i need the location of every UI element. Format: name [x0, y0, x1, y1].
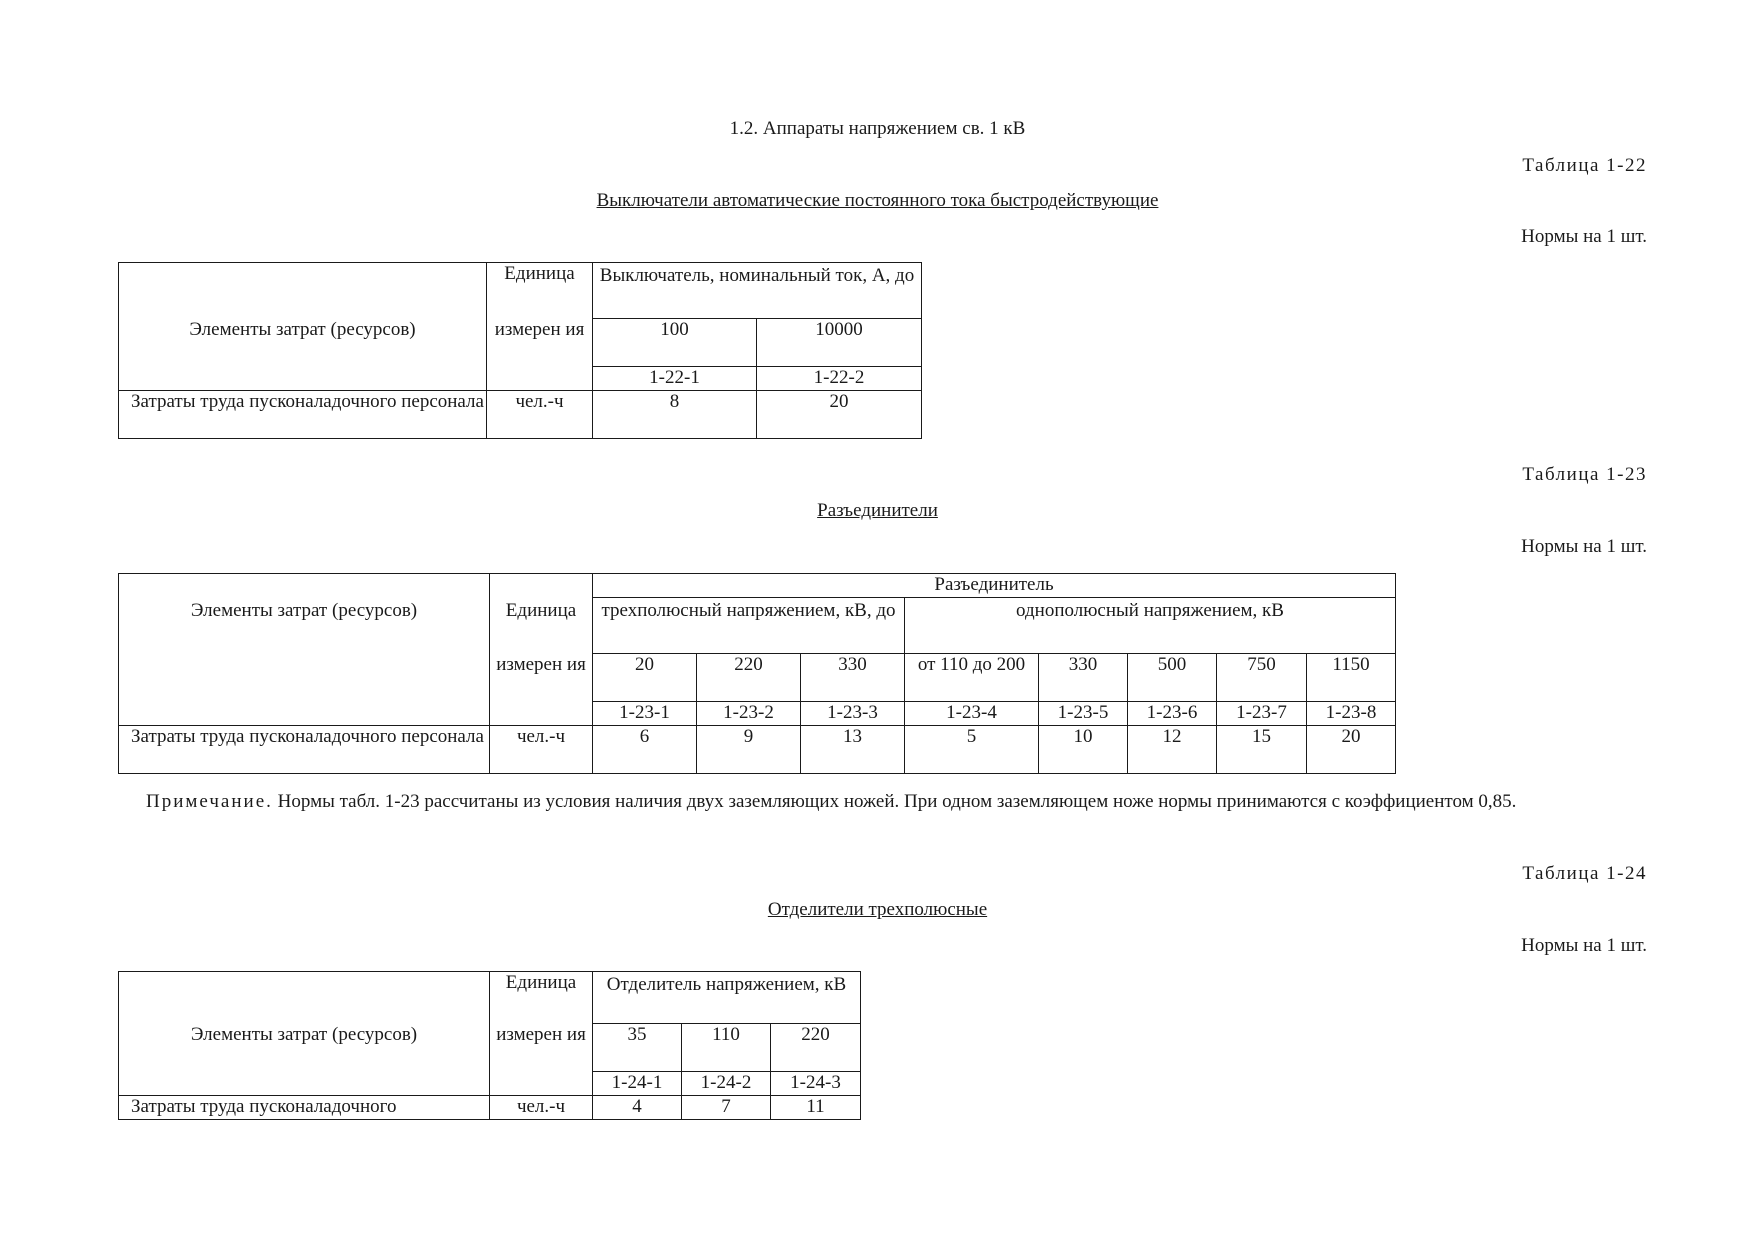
- column-code: 1-23-3: [801, 702, 905, 726]
- table-1-22-norm: Нормы на 1 шт.: [1521, 226, 1647, 247]
- column-header: 110: [682, 1024, 771, 1072]
- column-header: от 110 до 200: [905, 654, 1039, 702]
- resources-header-top: [119, 263, 487, 319]
- row-unit: чел.-ч: [487, 391, 593, 439]
- row-value: 20: [1307, 726, 1396, 774]
- table-1-23-label: Таблица 1-23: [1522, 464, 1647, 485]
- row-value: 12: [1128, 726, 1217, 774]
- row-value: 15: [1217, 726, 1307, 774]
- group-header: Выключатель, номинальный ток, А, до: [593, 263, 922, 319]
- column-header: 220: [697, 654, 801, 702]
- row-unit: чел.-ч: [490, 1096, 593, 1120]
- unit-header-bottom: измерен ия: [490, 654, 593, 702]
- resources-header: Элементы затрат (ресурсов): [119, 574, 490, 654]
- resources-header-bottom: [119, 702, 490, 726]
- column-code: 1-23-4: [905, 702, 1039, 726]
- group-header: Отделитель напряжением, кВ: [593, 972, 861, 1024]
- column-header: 20: [593, 654, 697, 702]
- unit-header-bottom: измерен ия: [487, 319, 593, 367]
- row-name: Затраты труда пусконаладочного: [119, 1096, 490, 1120]
- table-1-24-norm: Нормы на 1 шт.: [1521, 935, 1647, 956]
- column-header: 10000: [757, 319, 922, 367]
- table-row: [119, 391, 922, 439]
- table-1-23-title: Разъединители: [817, 500, 938, 521]
- unit-header-empty: [487, 367, 593, 391]
- note-text: Нормы табл. 1-23 рассчитаны из условия наличия двух заземляющих ножей. При одном заземляющем ноже нормы принимаются с коэффициентом 0,85.: [277, 791, 1517, 812]
- unit-header-bottom: измерен ия: [490, 1024, 593, 1072]
- row-value: 5: [905, 726, 1039, 774]
- unit-header-top: Единица: [490, 972, 593, 1024]
- table-1-23: [118, 573, 1396, 774]
- row-unit: чел.-ч: [490, 726, 593, 774]
- resources-header-top: [119, 972, 490, 1024]
- resources-header: Элементы затрат (ресурсов): [119, 1024, 490, 1072]
- unit-header-empty: [490, 1072, 593, 1096]
- row-value: 9: [697, 726, 801, 774]
- table-1-24-title: Отделители трехполюсные: [767, 899, 988, 920]
- table-1-22-title: Выключатели автоматические постоянного тока быстродействующие: [596, 190, 1159, 211]
- column-code: 1-23-1: [593, 702, 697, 726]
- row-name: Затраты труда пусконаладочного персонала: [119, 726, 490, 774]
- row-value: 13: [801, 726, 905, 774]
- column-code: 1-22-2: [757, 367, 922, 391]
- row-value: 6: [593, 726, 697, 774]
- column-code: 1-23-6: [1128, 702, 1217, 726]
- unit-header-top: Единица: [487, 263, 593, 319]
- column-code: 1-23-5: [1039, 702, 1128, 726]
- row-value: 20: [757, 391, 922, 439]
- table-1-24-label: Таблица 1-24: [1522, 863, 1647, 884]
- table-1-22: [118, 262, 922, 439]
- column-header: 500: [1128, 654, 1217, 702]
- table-1-24: [118, 971, 861, 1120]
- unit-header-top: Единица: [490, 574, 593, 654]
- unit-header-empty: [490, 702, 593, 726]
- column-code: 1-24-2: [682, 1072, 771, 1096]
- column-header: 35: [593, 1024, 682, 1072]
- column-header: 1150: [1307, 654, 1396, 702]
- row-value: 4: [593, 1096, 682, 1120]
- resources-header-bottom: [119, 1072, 490, 1096]
- row-value: 7: [682, 1096, 771, 1120]
- table-row: [119, 1096, 861, 1120]
- column-header: 330: [801, 654, 905, 702]
- row-value: 8: [593, 391, 757, 439]
- row-value: 10: [1039, 726, 1128, 774]
- column-code: 1-24-1: [593, 1072, 682, 1096]
- note-label: Примечание.: [146, 791, 273, 812]
- column-code: 1-23-8: [1307, 702, 1396, 726]
- table-1-23-norm: Нормы на 1 шт.: [1521, 536, 1647, 557]
- subgroup-header-single-pole: однополюсный напряжением, кВ: [905, 598, 1396, 654]
- column-header: 100: [593, 319, 757, 367]
- table-row: [119, 726, 1396, 774]
- section-title: 1.2. Аппараты напряжением св. 1 кВ: [729, 118, 1026, 139]
- note: [118, 790, 1643, 814]
- subgroup-header-three-pole: трехполюсный напряжением, кВ, до: [593, 598, 905, 654]
- row-value: 11: [771, 1096, 861, 1120]
- column-code: 1-24-3: [771, 1072, 861, 1096]
- row-name: Затраты труда пусконаладочного персонала: [119, 391, 487, 439]
- column-header: 220: [771, 1024, 861, 1072]
- column-header: 330: [1039, 654, 1128, 702]
- resources-header-spacer: [119, 654, 490, 702]
- resources-header-bottom: [119, 367, 487, 391]
- table-1-22-label: Таблица 1-22: [1522, 155, 1647, 176]
- column-code: 1-23-7: [1217, 702, 1307, 726]
- column-code: 1-23-2: [697, 702, 801, 726]
- group-header: Разъединитель: [593, 574, 1396, 598]
- column-header: 750: [1217, 654, 1307, 702]
- column-code: 1-22-1: [593, 367, 757, 391]
- resources-header: Элементы затрат (ресурсов): [119, 319, 487, 367]
